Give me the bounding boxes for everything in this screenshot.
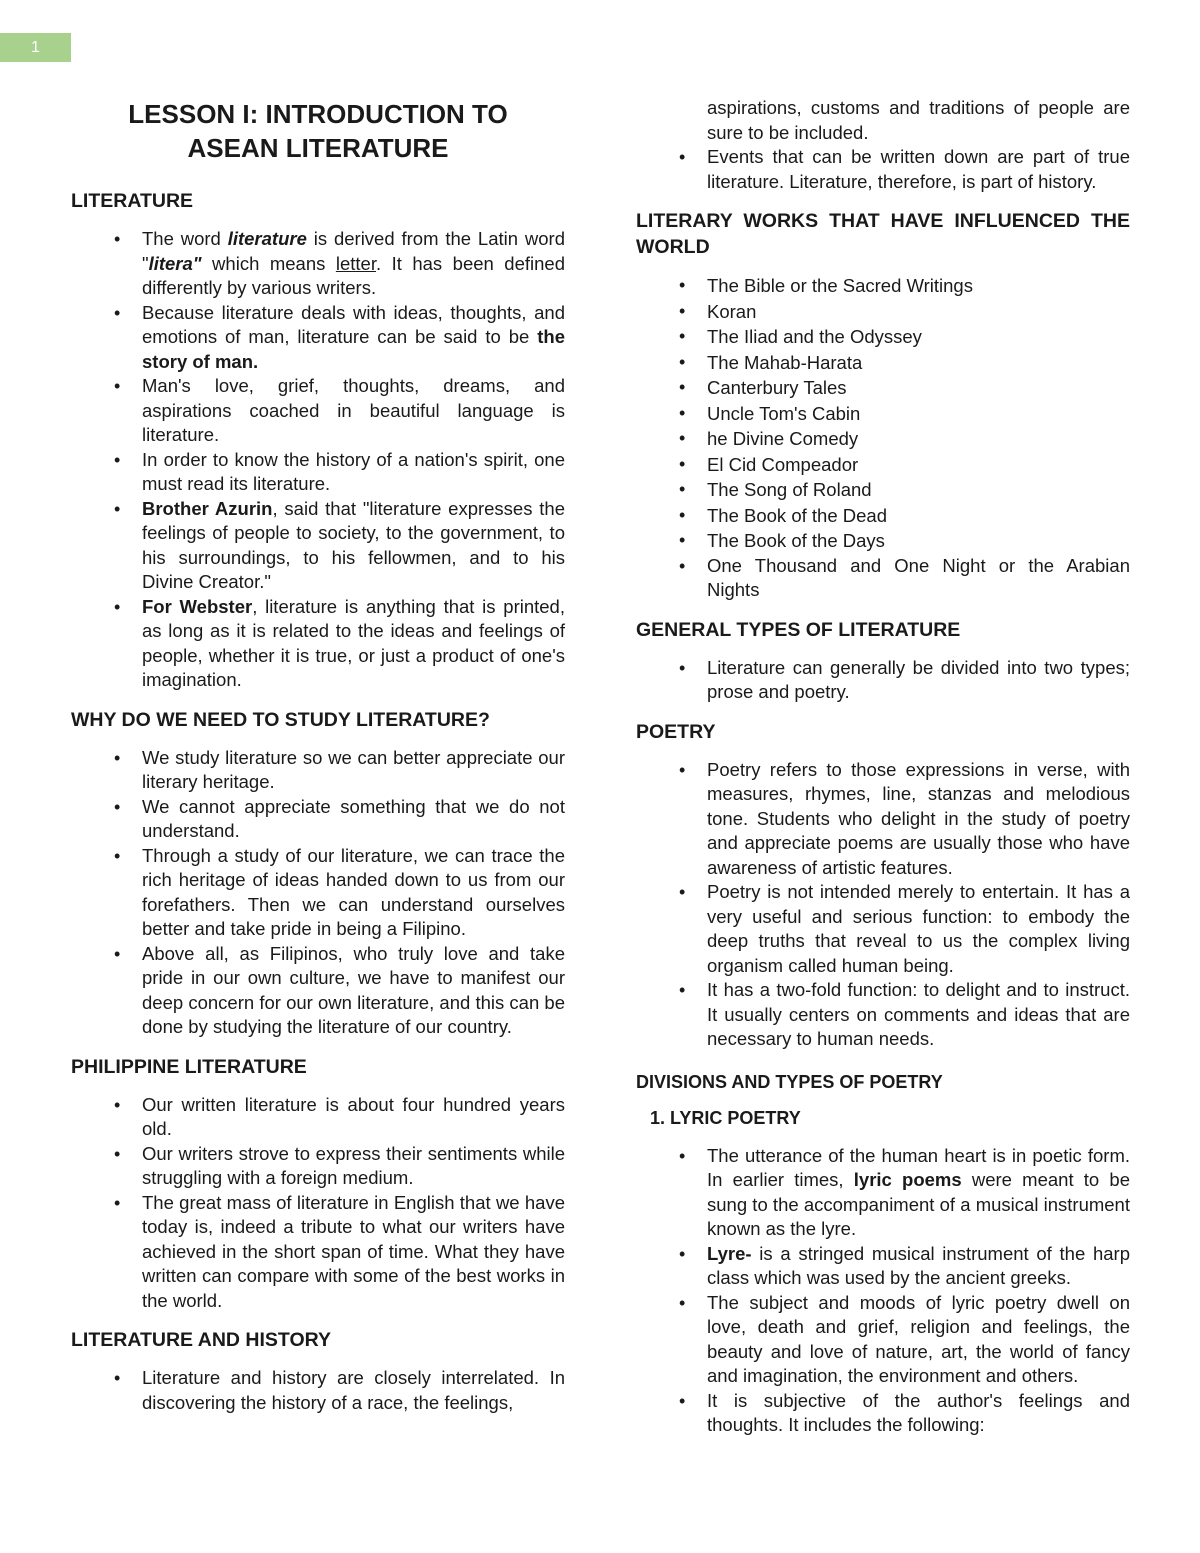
heading-literature-and-history: LITERATURE AND HISTORY: [71, 1329, 332, 1351]
heading-poetry: POETRY: [636, 720, 716, 743]
heading-why-study: WHY DO WE NEED TO STUDY LITERATURE?: [71, 708, 490, 731]
list-item: • We cannot appreciate something that we do not understand.: [71, 795, 565, 844]
list-item: • The Song of Roland: [636, 477, 1130, 503]
list-item: • The utterance of the human heart is in poetic form. In earlier times, lyric poems were meant to be sung to the accompaniment of a musical instrument known as the lyre.: [636, 1144, 1130, 1242]
list-item: • he Divine Comedy: [636, 426, 1130, 452]
list-item: • The Book of the Dead: [636, 503, 1130, 529]
list-item: • Koran: [636, 299, 1130, 325]
left-column: [71, 97, 565, 1429]
list-item: • The Iliad and the Odyssey: [636, 324, 1130, 350]
list-item: • Brother Azurin, said that "literature expresses the feelings of people to society, to the government, to his surroundings, to his fellowmen, and to his Divine Creator.": [71, 497, 565, 595]
lyric-poetry-list: [636, 1144, 1130, 1438]
sub-heading-lyric-poetry: 1. LYRIC POETRY: [650, 1107, 801, 1128]
lesson-title-line2: ASEAN LITERATURE: [187, 133, 449, 163]
list-item: • Literature can generally be divided into two types; prose and poetry.: [636, 656, 1130, 705]
list-item: • The word literature is derived from the Latin word "litera" which means letter. It has been defined differently by various writers.: [71, 227, 565, 301]
list-item: • Poetry is not intended merely to entertain. It has a very useful and serious function: to embody the deep truths that reveal to us the complex living organism called human being.: [636, 880, 1130, 978]
poetry-list: [636, 758, 1130, 1052]
literature-history-list-continued: [636, 96, 1130, 194]
list-item: • Our written literature is about four hundred years old.: [71, 1093, 565, 1142]
list-item: • We study literature so we can better appreciate our literary heritage.: [71, 746, 565, 795]
list-item: • The subject and moods of lyric poetry dwell on love, death and grief, religion and feelings, the beauty and love of nature, art, the world of fancy and imagination, the environment and others.: [636, 1291, 1130, 1389]
list-item: • Canterbury Tales: [636, 375, 1130, 401]
list-item: • The Book of the Days: [636, 528, 1130, 554]
page-number-badge: 1: [0, 33, 71, 62]
heading-philippine-literature: PHILIPPINE LITERATURE: [71, 1055, 307, 1078]
list-item: • For Webster, literature is anything that is printed, as long as it is related to the ideas and feelings of people, whether it is true, or just a product of one's imagination.: [71, 595, 565, 693]
literature-history-list: [71, 1366, 565, 1415]
list-item: • Because literature deals with ideas, thoughts, and emotions of man, literature can be said to be the story of man.: [71, 301, 565, 375]
literary-works-list: [636, 273, 1130, 603]
list-item-continued: aspirations, customs and traditions of people are sure to be included.: [707, 97, 1130, 143]
list-item: • Literature and history are closely interrelated. In discovering the history of a race, the feelings,: [71, 1366, 565, 1415]
list-item: • Our writers strove to express their sentiments while struggling with a foreign medium.: [71, 1142, 565, 1191]
list-item: • Uncle Tom's Cabin: [636, 401, 1130, 427]
list-item: • Above all, as Filipinos, who truly love and take pride in our own culture, we have to manifest our deep concern for our own literature, and this can be done by studying the literature of our country.: [71, 942, 565, 1040]
list-item: • It is subjective of the author's feelings and thoughts. It includes the following:: [636, 1389, 1130, 1438]
list-item: • The Bible or the Sacred Writings: [636, 273, 1130, 299]
list-item: • Man's love, grief, thoughts, dreams, and aspirations coached in beautiful language is literature.: [71, 374, 565, 448]
list-item: • In order to know the history of a nation's spirit, one must read its literature.: [71, 448, 565, 497]
list-item: • The great mass of literature in English that we have today is, indeed a tribute to what our writers have achieved in the short span of time. What they have written can compare with some of the best works in the world.: [71, 1191, 565, 1314]
why-study-list: [71, 746, 565, 1040]
heading-divisions-of-poetry: DIVISIONS AND TYPES OF POETRY: [636, 1071, 943, 1092]
list-item: • One Thousand and One Night or the Arabian Nights: [636, 554, 1130, 603]
list-item: • El Cid Compeador: [636, 452, 1130, 478]
right-column: [636, 96, 1130, 1452]
lesson-title: [71, 97, 565, 165]
list-item: • Through a study of our literature, we can trace the rich heritage of ideas handed down to us from our forefathers. Then we can understand ourselves better and take pride in being a Filipino.: [71, 844, 565, 942]
philippine-literature-list: [71, 1093, 565, 1314]
list-item: • It has a two-fold function: to delight and to instruct. It usually centers on comments and ideas that are necessary to human needs.: [636, 978, 1130, 1052]
general-types-list: [636, 656, 1130, 705]
list-item: • The Mahab-Harata: [636, 350, 1130, 376]
list-item: • Events that can be written down are part of true literature. Literature, therefore, is part of history.: [636, 145, 1130, 194]
literature-list: [71, 227, 565, 693]
heading-literature: LITERATURE: [71, 190, 194, 212]
lesson-title-line1: LESSON I: INTRODUCTION TO: [128, 99, 508, 129]
heading-literary-works: LITERARY WORKS THAT HAVE INFLUENCED THE WORLD: [636, 210, 1130, 258]
list-item: • Poetry refers to those expressions in verse, with measures, rhymes, line, stanzas and melodious tone. Students who delight in the study of poetry and appreciate poems are usually those who have awareness of artistic features.: [636, 758, 1130, 881]
list-item: • Lyre- is a stringed musical instrument of the harp class which was used by the ancient greeks.: [636, 1242, 1130, 1291]
heading-general-types: GENERAL TYPES OF LITERATURE: [636, 618, 961, 641]
